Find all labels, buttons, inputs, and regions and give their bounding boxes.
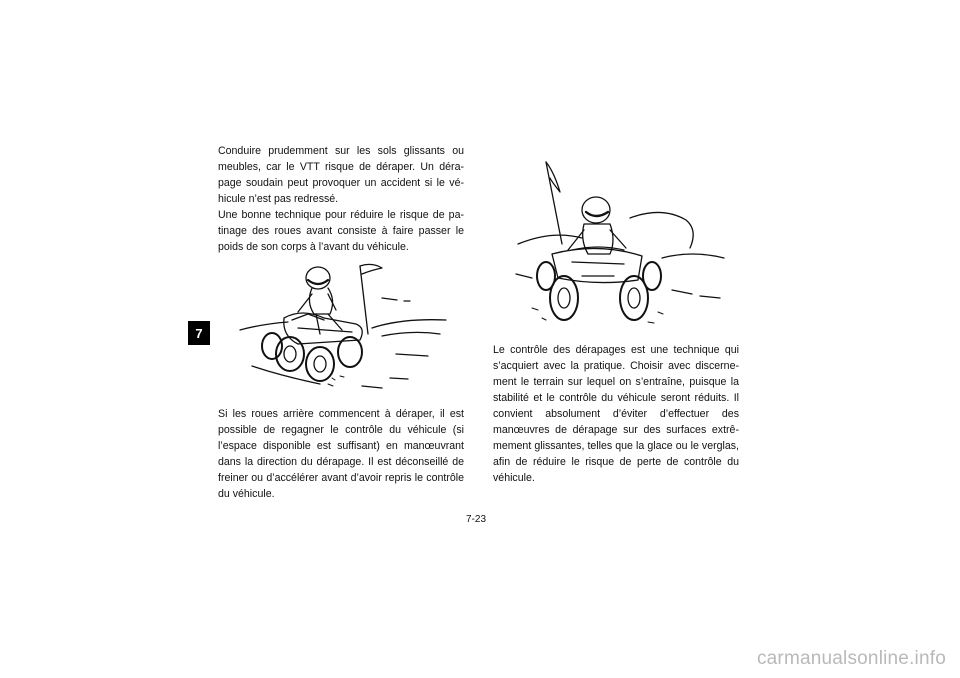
right-text	[493, 342, 739, 486]
left-text-top	[218, 143, 464, 255]
left-text-bottom	[218, 406, 464, 502]
chapter-number: 7	[195, 325, 203, 341]
page-number: 7-23	[466, 514, 487, 525]
left-paragraph-1: Conduire prudemment sur les sols glissants ou meubles, car le VTT risque de déraper. Un dérapage soudain peut provoquer un accident si le véhicule n’est pas redressé.	[218, 145, 464, 205]
left-paragraph-2: Une bonne technique pour réduire le risque de patinage des roues avant consiste à faire passer le poids de son corps à l’avant du véhicule.	[218, 209, 464, 253]
left-paragraph-3: Si les roues arrière commencent à déraper, il est possible de regagner le contrôle du véhicule (si l’espace disponible est suffisant) en manœuvrant dans la direction du dérapage. Il est déconseillé de freiner ou d’accélérer avant d’avoir repris le contrôle du véhicule.	[218, 408, 464, 500]
watermark: carmanualsonline.info	[756, 648, 946, 669]
atv-weight-forward-illustration	[232, 258, 454, 392]
chapter-tab	[188, 321, 210, 345]
right-paragraph-1: Le contrôle des dérapages est une technique qui s’acquiert avec la pratique. Choisir avec discernement le terrain sur lequel on s’entraîne, puisque la stabilité et le contrôle du véhicule seront réduits. Il convient absolument d’éviter d’effectuer des manœuvres de dérapage sur des surfaces extrêmement glissantes, telles que la glace ou le verglas, afin de réduire le risque de perte de contrôle du véhicule.	[493, 344, 739, 484]
atv-skid-illustration	[512, 158, 730, 330]
